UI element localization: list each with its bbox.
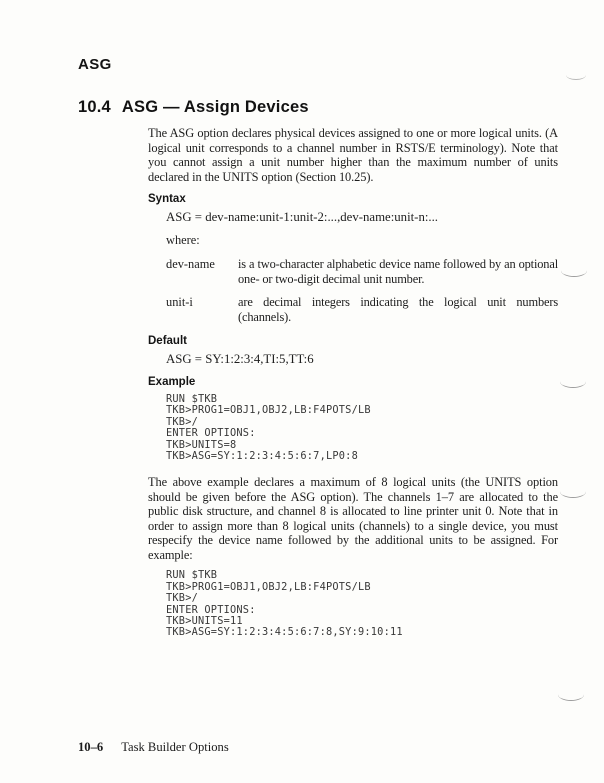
page-footer bbox=[78, 740, 229, 755]
section-title: ASG — Assign Devices bbox=[121, 98, 309, 116]
code-line: TKB>PROG1=OBJ1,OBJ2,LB:F4POTS/LB bbox=[166, 404, 371, 417]
code-line: TKB>ASG=SY:1:2:3:4:5:6:7:8,SY:9:10:11 bbox=[166, 626, 403, 639]
default-heading: Default bbox=[148, 335, 187, 347]
intro-paragraph: The ASG option declares physical devices assigned to one or more logical units. (A logical unit corresponds to a channel number in RSTS/E terminology). Note that you cannot assign a unit number higher than the maximum number of units declared in the UNITS option (Section 10.25). bbox=[148, 126, 558, 184]
section-heading bbox=[78, 98, 309, 117]
parameter-row bbox=[148, 257, 558, 286]
terminal-session-2 bbox=[148, 570, 558, 638]
terminal-session-1 bbox=[148, 394, 558, 462]
running-header: ASG bbox=[78, 56, 112, 73]
page-content bbox=[148, 126, 558, 639]
code-line: TKB>/ bbox=[166, 592, 198, 605]
example-explanation-paragraph: The above example declares a maximum of 8 logical units (the UNITS option should be given before the ASG option). The channels 1–7 are allocated to the public disk structure, and channel 8 is allocated to line printer unit 0. Note that in order to assign more than 8 logical units (channels) to a single device, you must respecify the device name followed by the additional units to be assigned. For example: bbox=[148, 475, 558, 562]
parameter-row bbox=[148, 295, 558, 324]
page-number: 10–6 bbox=[78, 740, 104, 754]
code-line: TKB>ASG=SY:1:2:3:4:5:6:7,LP0:8 bbox=[166, 450, 358, 463]
where-label: where: bbox=[166, 233, 200, 247]
section-number: 10.4 bbox=[78, 98, 111, 116]
scan-artifact-mark bbox=[566, 72, 586, 80]
syntax-heading: Syntax bbox=[148, 193, 186, 205]
code-line: ENTER OPTIONS: bbox=[166, 603, 256, 616]
code-line: TKB>UNITS=8 bbox=[166, 438, 237, 451]
parameter-description: is a two-character alphabetic device name followed by an optional one- or two-digit decimal unit number. bbox=[238, 257, 558, 286]
code-line: RUN $TKB bbox=[166, 393, 218, 405]
scan-artifact-mark bbox=[558, 693, 584, 701]
code-line: TKB>/ bbox=[166, 415, 198, 428]
footer-book-title: Task Builder Options bbox=[121, 740, 229, 754]
code-line: TKB>UNITS=11 bbox=[166, 615, 243, 628]
parameter-term: unit-i bbox=[166, 295, 193, 309]
code-line: RUN $TKB bbox=[166, 569, 218, 582]
parameter-term: dev-name bbox=[166, 257, 215, 271]
scan-artifact-mark bbox=[560, 490, 586, 498]
default-formula: ASG = SY:1:2:3:4,TI:5,TT:6 bbox=[166, 352, 314, 366]
syntax-formula: ASG = dev-name:unit-1:unit-2:...,dev-name:unit-n:... bbox=[166, 210, 438, 224]
scan-artifact-mark bbox=[560, 380, 586, 388]
scan-artifact-mark bbox=[561, 269, 587, 277]
example-heading: Example bbox=[148, 376, 196, 388]
parameter-description: are decimal integers indicating the logical unit numbers (channels). bbox=[238, 295, 558, 324]
code-line: TKB>PROG1=OBJ1,OBJ2,LB:F4POTS/LB bbox=[166, 580, 371, 593]
code-line: ENTER OPTIONS: bbox=[166, 427, 256, 440]
